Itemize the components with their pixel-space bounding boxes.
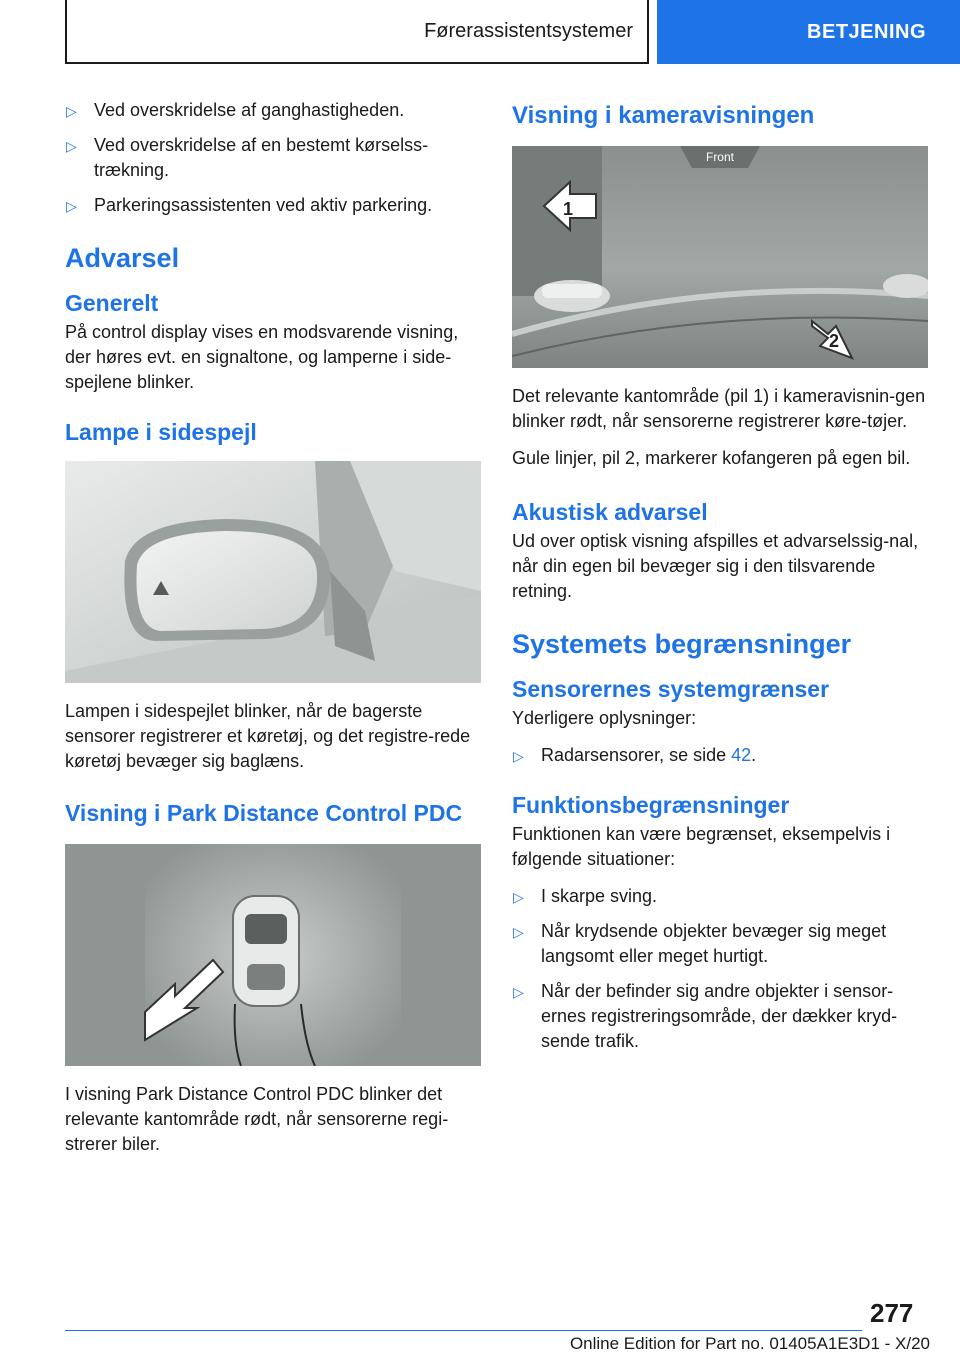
list-item: ▷ Ved overskridelse af ganghastigheden. xyxy=(65,98,481,123)
bullet-triangle-icon: ▷ xyxy=(66,198,77,214)
heading-advarsel: Advarsel xyxy=(65,243,180,273)
heading-kamera: Visning i kameravisningen xyxy=(512,102,815,129)
bullet-triangle-icon: ▷ xyxy=(513,984,524,1000)
bullet-triangle-icon: ▷ xyxy=(513,924,524,940)
bullet-triangle-icon: ▷ xyxy=(513,748,524,764)
header-chapter-tab xyxy=(657,0,960,64)
paragraph-generelt: På control display vises en modsvarende visning, der høres evt. en signaltone, og lamperne i side-spejlene blinker. xyxy=(65,322,459,392)
pdc-display-image xyxy=(65,844,481,1066)
header-chapter-title: BETJENING xyxy=(807,20,926,43)
arrow-1-label: 1 xyxy=(562,199,574,219)
paragraph-kamera-1: Det relevante kantområde (pil 1) i kameravisnin-gen blinker rødt, når sensorerne registrerer køre-tøjer. xyxy=(512,386,926,431)
header-section-tab xyxy=(65,0,649,64)
page-link-42[interactable]: 42 xyxy=(731,745,752,765)
paragraph-akustisk: Ud over optisk visning afspilles et advarselssig-nal, når din egen bil bevæger sig i den tilsvarende retning. xyxy=(512,531,919,601)
list-item: ▷ Radarsensorer, se side 42. xyxy=(512,743,930,768)
heading-lampe: Lampe i sidespejl xyxy=(65,419,257,445)
bullet-triangle-icon: ▷ xyxy=(66,103,77,119)
arrow-2-label: 2 xyxy=(828,331,840,351)
bullet-triangle-icon: ▷ xyxy=(66,138,77,154)
bullet-triangle-icon: ▷ xyxy=(513,889,524,905)
funktion-bullet-list xyxy=(512,884,930,1054)
left-column xyxy=(65,98,481,1169)
paragraph-funktion: Funktionen kan være begrænset, eksempelvis i følgende situationer: xyxy=(512,824,891,869)
right-column xyxy=(512,98,930,1066)
side-mirror-image xyxy=(65,461,481,683)
list-item: ▷ Ved overskridelse af en bestemt kørselss-trækning. xyxy=(66,135,429,180)
heading-pdc: Visning i Park Distance Control PDC xyxy=(65,800,463,826)
paragraph-sensorer: Yderligere oplysninger: xyxy=(512,708,697,728)
paragraph-lampe: Lampen i sidespejlet blinker, når de bagerste sensorer registrerer et køretøj, og det registre-rede køretøj bevæger sig baglæns. xyxy=(65,701,471,771)
camera-view-image xyxy=(512,146,928,368)
footer-edition-text: Online Edition for Part no. 01405A1E3D1 - X/20 xyxy=(569,1334,930,1353)
heading-akustisk: Akustisk advarsel xyxy=(512,499,708,525)
heading-funktion: Funktionsbegrænsninger xyxy=(512,792,790,818)
page-number: 277 xyxy=(870,1298,914,1328)
paragraph-kamera-2: Gule linjer, pil 2, markerer kofangeren på egen bil. xyxy=(512,448,911,468)
header-section-title: Førerassistentsystemer xyxy=(424,19,633,42)
list-item: ▷ Når krydsende objekter bevæger sig meget langsomt eller meget hurtigt. xyxy=(513,921,887,966)
heading-generelt: Generelt xyxy=(65,290,159,316)
paragraph-pdc: I visning Park Distance Control PDC blinker det relevante kantområde rødt, når sensorerne regi-strerer biler. xyxy=(65,1084,449,1154)
list-item: ▷ Parkeringsassistenten ved aktiv parkering. xyxy=(65,193,481,218)
list-item: ▷ Når der befinder sig andre objekter i sensor-ernes registreringsområde, der dækker kryd-sende trafik. xyxy=(513,981,898,1051)
heading-sensorer: Sensorernes systemgrænser xyxy=(512,676,830,702)
intro-bullet-list xyxy=(65,98,481,218)
heading-begraensninger: Systemets begrænsninger xyxy=(512,629,852,659)
camera-front-label: Front xyxy=(705,150,735,164)
footer-divider xyxy=(65,1330,862,1331)
sensor-bullet-list xyxy=(512,743,930,768)
list-item: ▷ I skarpe sving. xyxy=(512,884,930,909)
